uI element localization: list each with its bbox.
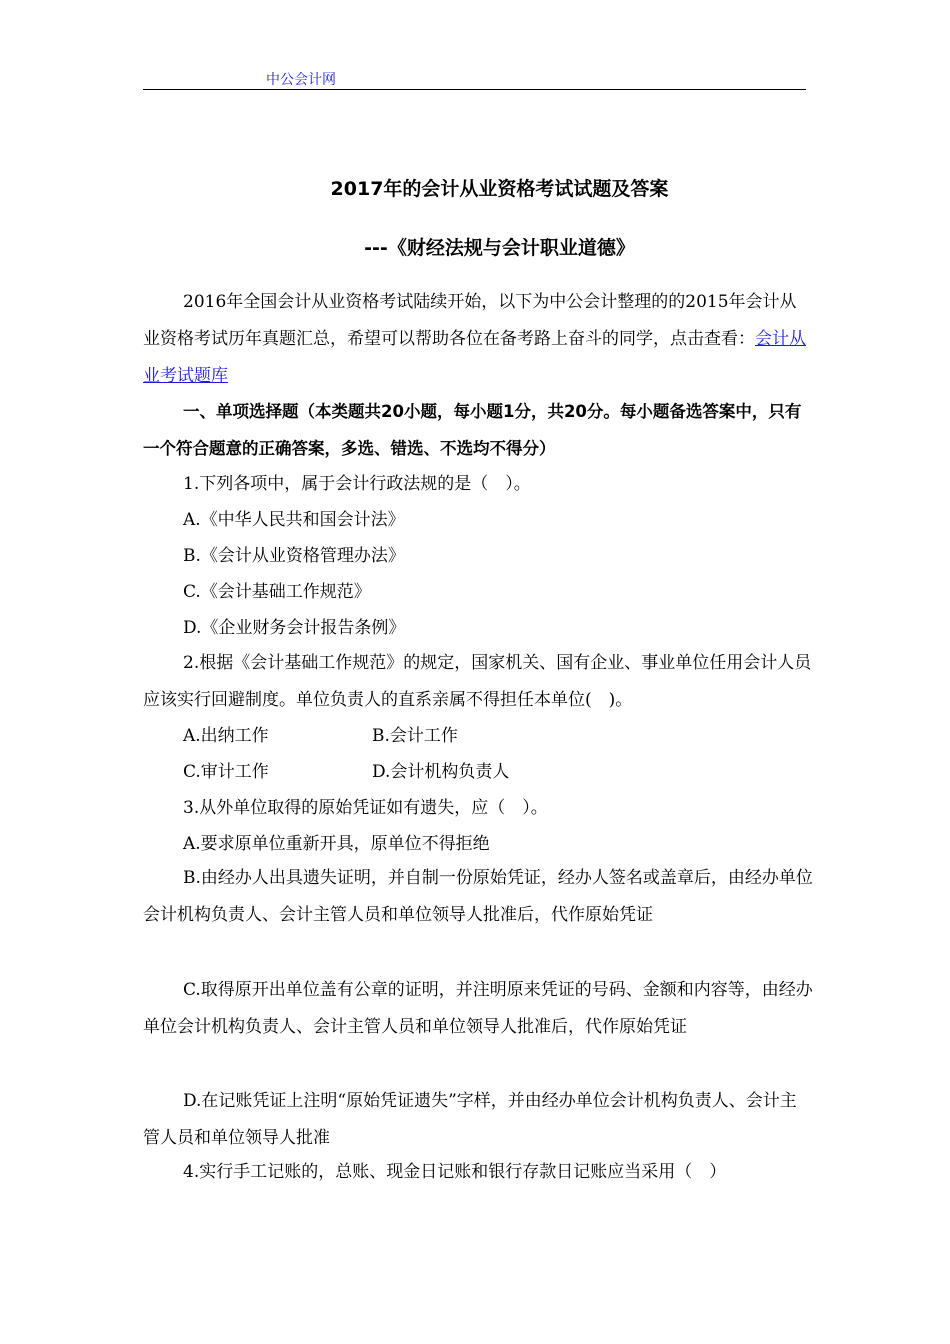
intro-paragraph — [143, 284, 813, 395]
site-header-link[interactable]: 中公会计网 — [266, 72, 336, 88]
intro-text: 2016年全国会计从业资格考试陆续开始，以下为中公会计整理的的2015年会计从业资格考试历年真题汇总，希望可以帮助各位在备考路上奋斗的同学，点击查看： — [143, 292, 797, 349]
q1-option-d: D.《企业财务会计报告条例》 — [183, 618, 406, 638]
q2-option-b: B.会计工作 — [372, 726, 458, 746]
q3-option-c: C.取得原开出单位盖有公章的证明，并注明原来凭证的号码、金额和内容等，由经办单位会计机构负责人、会计主管人员和单位领导人批准后，代作原始凭证 — [143, 980, 813, 1037]
q2-stem: 2.根据《会计基础工作规范》的规定，国家机关、国有企业、事业单位任用会计人员应该实行回避制度。单位负责人的直系亲属不得担任本单位( )。 — [143, 653, 812, 710]
document-title: 2017年的会计从业资格考试试题及答案 — [330, 178, 669, 200]
q1-option-b: B.《会计从业资格管理办法》 — [183, 546, 405, 566]
q1-option-a: A.《中华人民共和国会计法》 — [183, 510, 405, 530]
q1-option-c: C.《会计基础工作规范》 — [183, 582, 371, 602]
q2-option-c: C.审计工作 — [183, 762, 269, 782]
section-heading: 一、单项选择题（本类题共20小题，每小题1分，共20分。每小题备选答案中，只有一个符合题意的正确答案，多选、错选、不选均不得分） — [143, 402, 802, 458]
q3-option-d: D.在记账凭证上注明“原始凭证遗失”字样，并由经办单位会计机构负责人、会计主管人员和单位领导人批准 — [143, 1091, 797, 1148]
q2-option-d: D.会计机构负责人 — [372, 762, 510, 782]
question-bank-link[interactable]: 会计从业考试题库 — [143, 329, 806, 386]
document-subtitle: ---《财经法规与会计职业道德》 — [364, 237, 635, 259]
header-divider — [143, 89, 806, 90]
q3-stem: 3.从外单位取得的原始凭证如有遗失，应（ ）。 — [183, 798, 548, 818]
q1-stem: 1.下列各项中，属于会计行政法规的是（ ）。 — [183, 474, 531, 494]
q3-option-b: B.由经办人出具遗失证明，并自制一份原始凭证，经办人签名或盖章后，由经办单位会计机构负责人、会计主管人员和单位领导人批准后，代作原始凭证 — [143, 868, 813, 925]
q4-stem: 4.实行手工记账的，总账、现金日记账和银行存款日记账应当采用（ ） — [183, 1162, 727, 1182]
q2-option-a: A.出纳工作 — [183, 726, 269, 746]
q3-option-a: A.要求原单位重新开具，原单位不得拒绝 — [183, 834, 490, 854]
